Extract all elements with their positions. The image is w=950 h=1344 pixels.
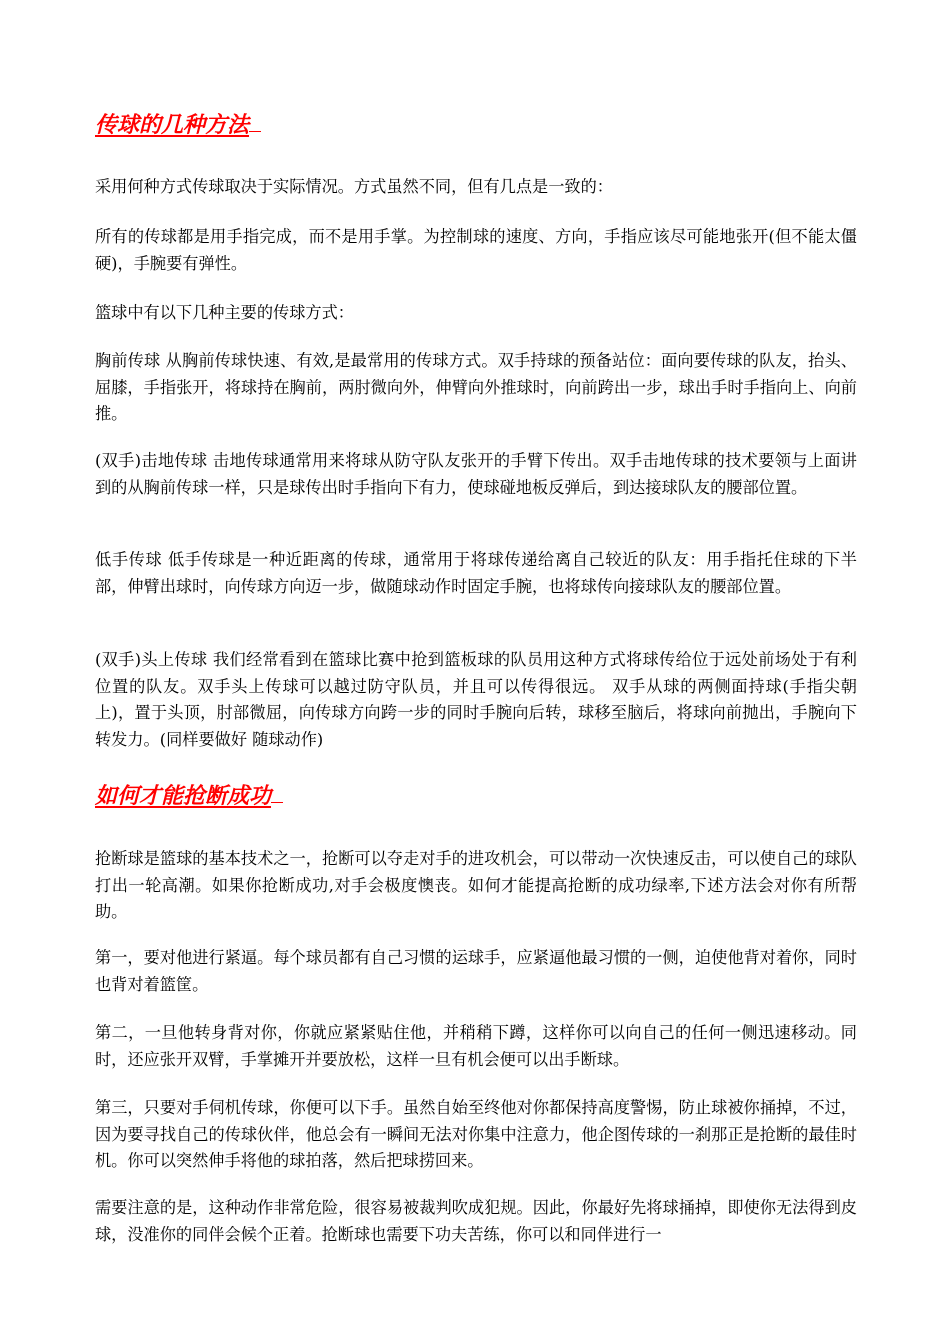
title-underline-pad — [271, 782, 283, 803]
paragraph-passing-types: 篮球中有以下几种主要的传球方式： — [95, 303, 354, 322]
paragraph-bounce-pass: (双手)击地传球 击地传球通常用来将球从防守队友张开的手臂下传出。双手击地传球的技术要领与上面讲到的从胸前传球一样，只是球传出时手指向下有力，使球碰地板反弹后，到达接球队友的腰部位置。 — [95, 451, 857, 497]
paragraph-steal-first: 第一，要对他进行紧逼。每个球员都有自己习惯的运球手，应紧逼他最习惯的一侧，迫使他背对着你，同时也背对着篮筐。 — [95, 948, 857, 994]
paragraph-passing-intro: 采用何种方式传球取决于实际情况。方式虽然不同，但有几点是一致的： — [95, 177, 613, 196]
paragraph-chest-pass: 胸前传球 从胸前传球快速、有效,是最常用的传球方式。双手持球的预备站位：面向要传球的队友，抬头、屈膝，手指张开，将球持在胸前，两肘微向外，伸臂向外推球时，向前跨出一步，球出手时手指向上、向前推。 — [95, 351, 857, 423]
paragraph-passing-fingers: 所有的传球都是用手指完成，而不是用手掌。为控制球的速度、方向，手指应该尽可能地张开(但不能太僵硬)，手腕要有弹性。 — [95, 227, 857, 273]
section-title-steal-success-text: 如何才能抢断成功 — [95, 784, 272, 809]
section-title-passing-methods-text: 传球的几种方法 — [95, 113, 250, 138]
paragraph-steal-second: 第二，一旦他转身背对你，你就应紧紧贴住他，并稍稍下蹲，这样你可以向自己的任何一侧迅速移动。同时，还应张开双臂，手掌摊开并要放松，这样一旦有机会便可以出手断球。 — [95, 1023, 857, 1069]
section-title-passing-methods — [95, 111, 261, 140]
paragraph-steal-caution: 需要注意的是，这种动作非常危险，很容易被裁判吹成犯规。因此，你最好先将球捅掉，即使你无法得到皮球，没准你的同伴会候个正着。抢断球也需要下功夫苦练，你可以和同伴进行一 — [95, 1198, 857, 1244]
paragraph-steal-intro: 抢断球是篮球的基本技术之一，抢断可以夺走对手的进攻机会，可以带动一次快速反击，可以使自己的球队打出一轮高潮。如果你抢断成功,对手会极度懊丧。如何才能提高抢断的成功绿率,下述方法会对你有所帮助。 — [95, 849, 857, 921]
paragraph-underhand-pass: 低手传球 低手传球是一种近距离的传球，通常用于将球传递给离自己较近的队友：用手指托住球的下半部，伸臂出球时，向传球方向迈一步，做随球动作时固定手腕，也将球传向接球队友的腰部位置。 — [95, 550, 857, 596]
section-title-steal-success — [95, 782, 283, 811]
title-underline-pad — [249, 111, 261, 132]
paragraph-steal-third: 第三，只要对手伺机传球，你便可以下手。虽然自始至终他对你都保持高度警惕，防止球被你捅掉，不过，因为要寻找自己的传球伙伴，他总会有一瞬间无法对你集中注意力，他企图传球的一刹那正是抢断的最佳时机。你可以突然伸手将他的球拍落，然后把球捞回来。 — [95, 1098, 857, 1170]
paragraph-overhead-pass: (双手)头上传球 我们经常看到在篮球比赛中抢到篮板球的队员用这种方式将球传给位于远处前场处于有利位置的队友。双手头上传球可以越过防守队员，并且可以传得很远。 双手从球的两侧面持球(手指尖朝上)，置于头顶，肘部微屈，向传球方向跨一步的同时手腕向后转，球移至脑后，将球向前抛出，手腕向下转发力。(同样要做好 随球动作) — [95, 650, 857, 749]
